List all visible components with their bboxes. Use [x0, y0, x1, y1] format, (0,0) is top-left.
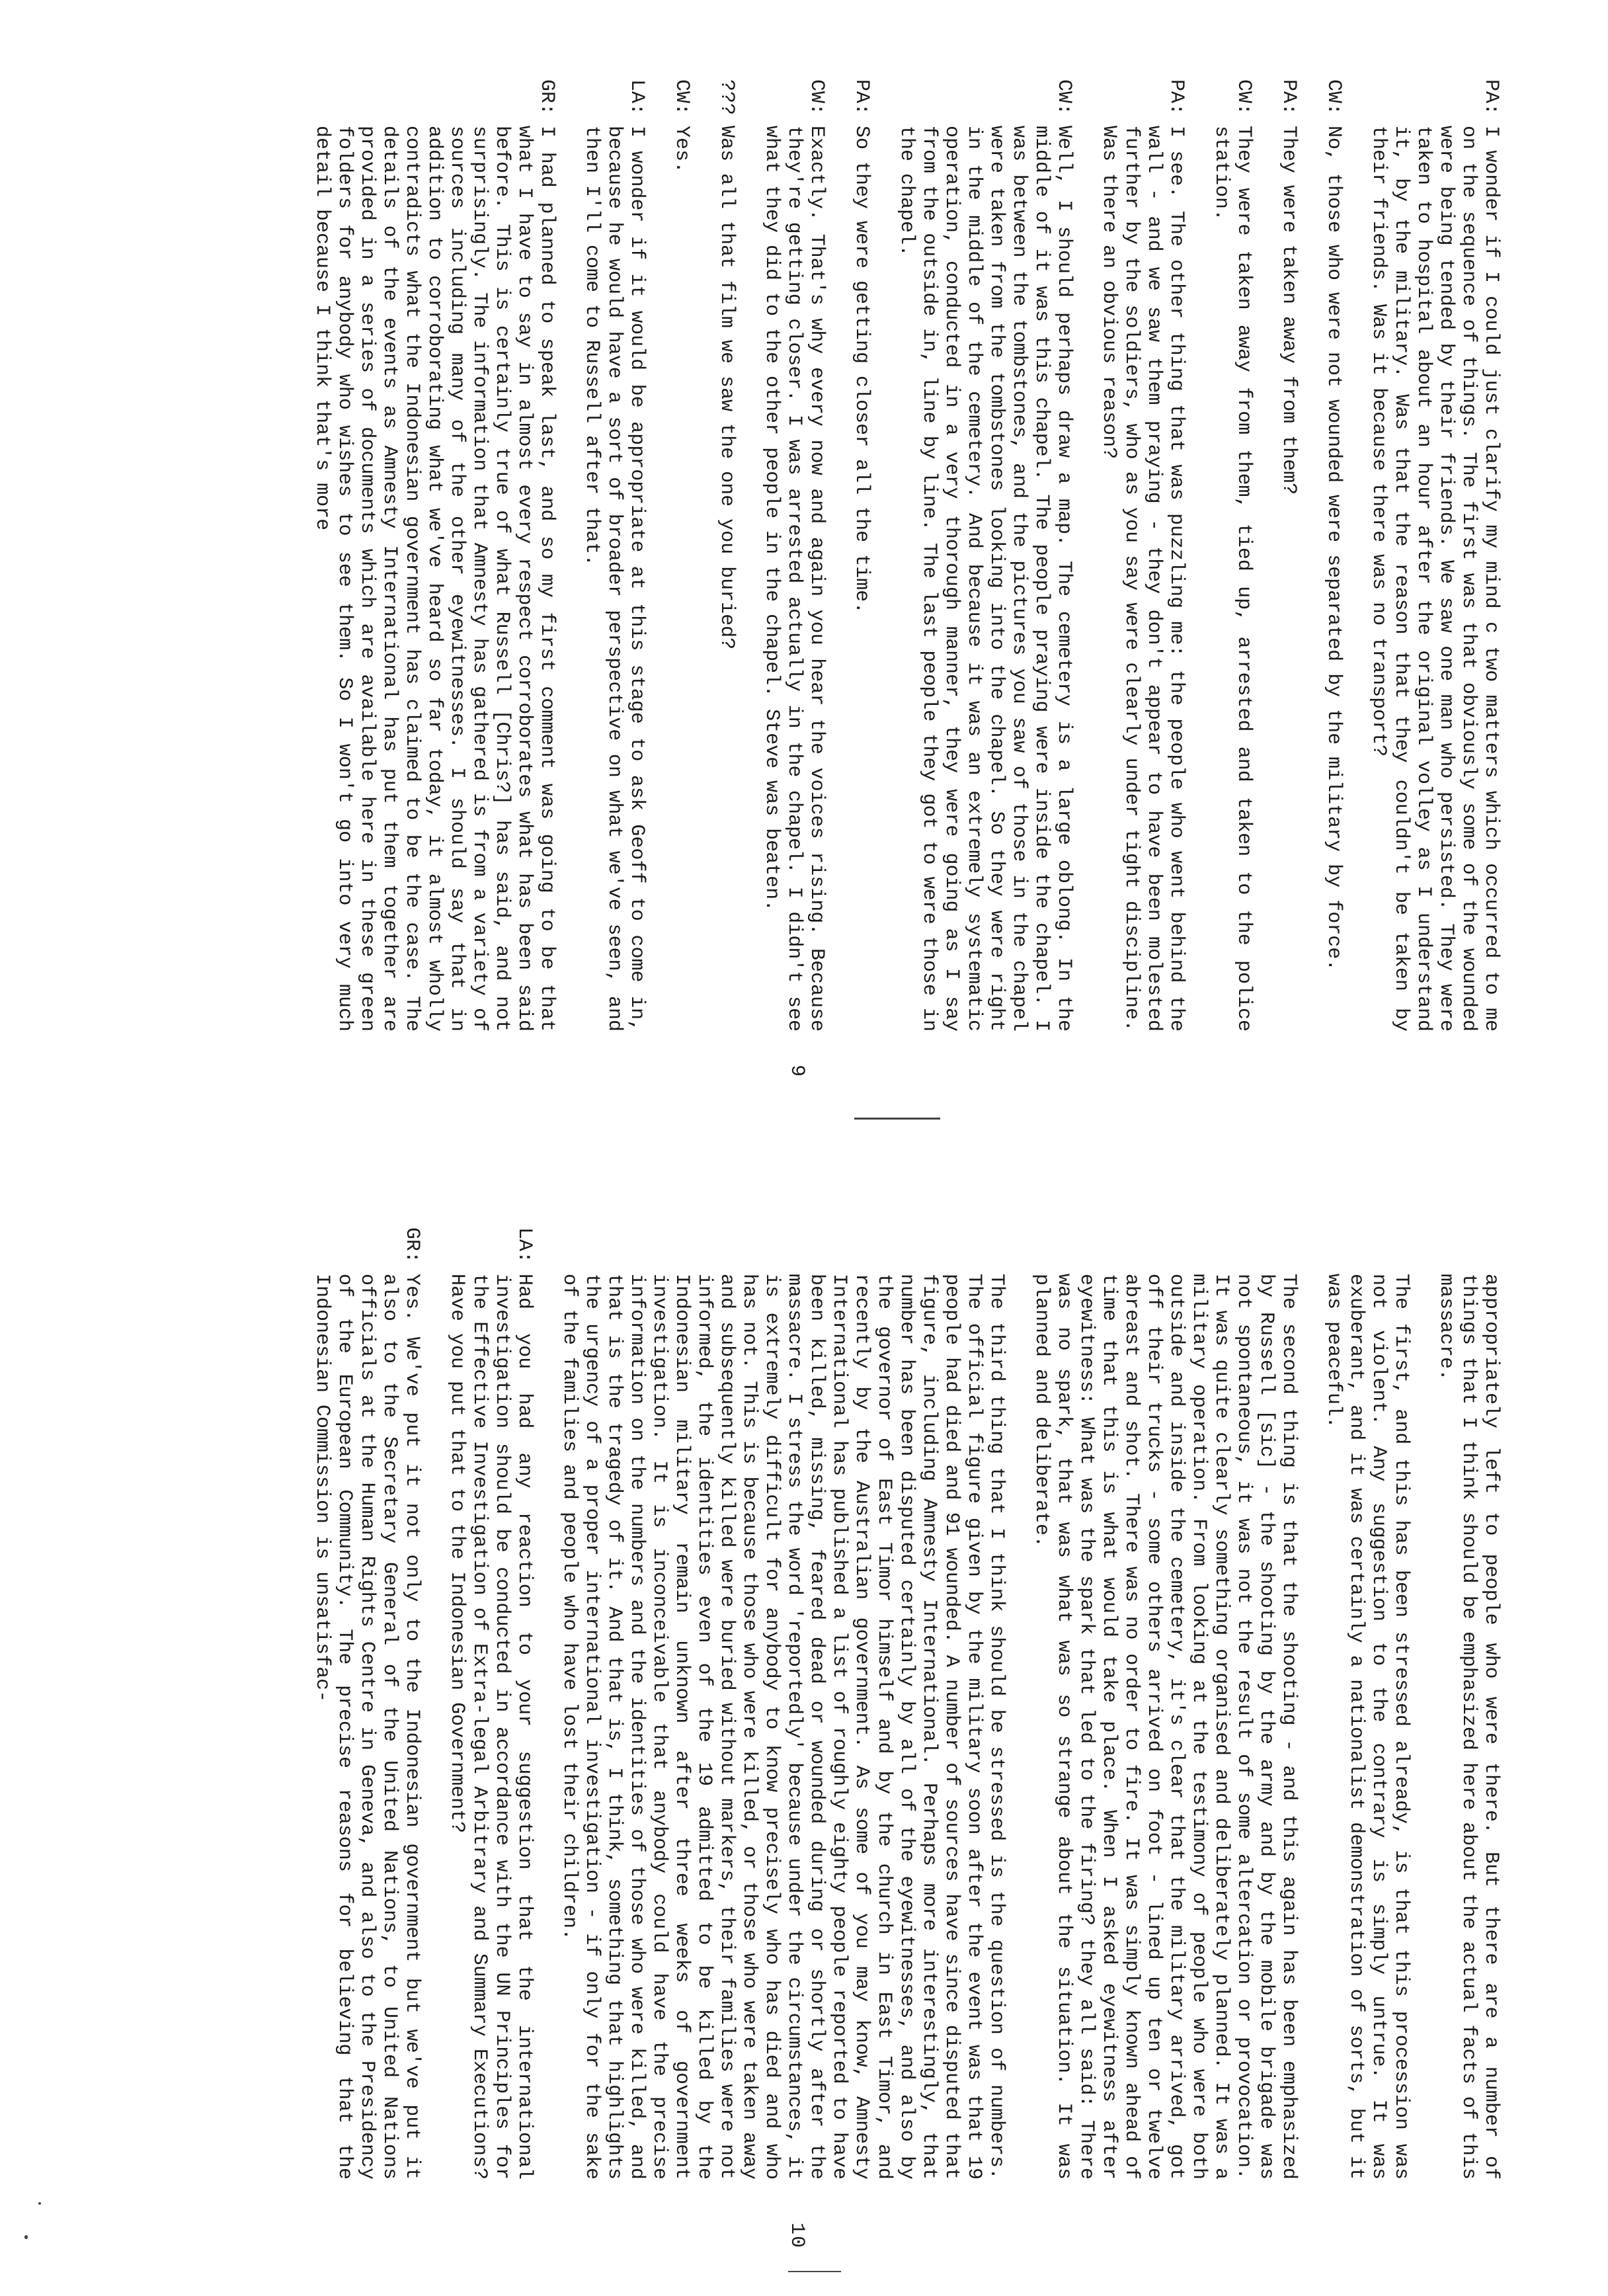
- transcript: [288, 1227, 1502, 2180]
- speaker-label: GR:: [401, 1227, 423, 1264]
- right-page: [0, 1148, 1608, 2296]
- scan-speck: [24, 2235, 28, 2239]
- speaker-label: CW:: [1053, 79, 1075, 116]
- speech-paragraph: No, those who were not wounded were separated by the military by force.: [1322, 126, 1345, 971]
- speaker-label: ???: [715, 79, 738, 116]
- body-paragraph: The first, and this has been stressed already, is that this procession was not violent. Any suggestion to the contrary is simply untrue. It was exuberant, and it was certainly a nationalist demonstration of sorts, but it was peaceful.: [1322, 1274, 1412, 2180]
- transcript-entry: [850, 79, 873, 1032]
- transcript-entry: [1322, 79, 1345, 1032]
- speech-text: [311, 1274, 423, 2180]
- speech-text: [715, 126, 738, 1032]
- transcript-entry: [311, 79, 558, 1032]
- speaker-label: CW:: [805, 79, 828, 116]
- transcript-entry: [760, 79, 828, 1032]
- speaker-label: LA:: [513, 1227, 536, 1264]
- speech-text: [1322, 126, 1345, 1032]
- transcript-entry: [1098, 79, 1187, 1032]
- transcript-entry: [1367, 79, 1502, 1032]
- speech-text: [1210, 126, 1255, 1032]
- speech-paragraph: They were taken away from them, tied up, arrested and taken to the police station.: [1210, 126, 1255, 1032]
- speech-paragraph: I wonder if I could just clarify my mind c two matters which occurred to me on the sequence of things. The first was that obviously some of the wounded were being tended by their friends. We saw one man who persisted. They were taken to hospital about an hour after the original volley as I understand it, by the military. Was that the reason that they couldn't be taken by their friends. Was it because there was no transport?: [1367, 126, 1502, 1032]
- speech-text: [895, 126, 1075, 1032]
- speech-text: [1277, 126, 1300, 1032]
- transcript-entry: [895, 79, 1075, 1032]
- speech-text: [581, 126, 648, 1032]
- transcript-entry: [446, 1227, 536, 2180]
- speech-paragraph: So they were getting closer all the time.: [850, 126, 873, 614]
- page-number: 10: [785, 2223, 808, 2250]
- speaker-label: PA:: [1277, 79, 1300, 116]
- speech-paragraph: Yes. We've put it not only to the Indonesian government but we've put it also to the Secretary General of the United Nations, to United Nations officials at the Human Rights Centre in Geneva, and also to the Presidency of the European Community. The precise reasons for believing that the Indonesian Commission is unsatisfac-: [311, 1274, 423, 2180]
- speech-text: [850, 126, 873, 1032]
- scan-mark: [788, 2271, 841, 2272]
- speech-text: [311, 126, 558, 1032]
- speech-paragraph: They were taken away from them?: [1277, 126, 1300, 495]
- transcript-entry: [1277, 79, 1300, 1032]
- speech-paragraph: Well, I should perhaps draw a map. The cemetery is a large oblong. In the middle of it was this chapel. The people praying were inside the chapel. I was between the tombstones, and the pictures you saw of those in the chapel were taken from the tombstones looking into the chapel. So they were right in the middle of the cemetery. And because it was an extremely systematic operation, conducted in a very thorough manner, they were going as I say from the outside in, line by line. The last people they got to were those in the chapel.: [895, 126, 1075, 1032]
- speech-paragraph: I wonder if it would be appropriate at this stage to ask Geoff to come in, because he would have a sort of broader perspective on what we've seen, and then I'll come to Russell after that.: [581, 126, 648, 1032]
- speaker-label: GR:: [536, 79, 558, 116]
- speaker-label: CW:: [1232, 79, 1255, 116]
- speech-text: [446, 1274, 536, 2180]
- speaker-label: CW:: [670, 79, 693, 116]
- body-paragraph: The third thing that I think should be stressed is the question of numbers. The official figure given by the military soon after the event was that 19 people had died and 91 wounded. A number of sources have since disputed that figure, including Amnesty International. Perhaps more interestingly, that number has been disputed certainly by all of the eyewitnesses, and also by the governor of East Timor himself and by the church in East Timor, and recently by the Australian government. As some of you may know, Amnesty International has published a list of roughly eighty people reported to have been killed, missing, feared dead or wounded during or shortly after the massacre. I stress the word 'reportedly' because under the circumstances, it is extremely difficult for anybody to know precisely who has died and who has not. This is because those who were killed, or those who were taken away and subsequently killed were buried without markers, their families were not informed, the identities even of the 19 admitted to be killed by the Indonesian military remain unknown after three weeks of government investigation. It is inconceivable that anybody could have the precise information on the numbers and the identities of those who were killed, and that is the tragedy of it. And that is, I think, something that highlights the urgency of a proper international investigation - if only for the sake of the families and people who have lost their children.: [558, 1274, 1008, 2180]
- transcript-entry: [1210, 79, 1255, 1032]
- continuation-paragraph: appropriately left to people who were there. But there are a number of things that I think should be emphasized here about the actual facts of this massacre.: [1435, 1274, 1502, 2180]
- speech-paragraph: I had planned to speak last, and so my first comment was going to be that what I have to say in almost every respect corroborates what has been said before. This is certainly true of what Russell [Chris?] has said, and not surprisingly. The information that Amnesty has gathered is from a variety of sources including many of the other eyewitnesses. I should say that in addition to corroborating what we've heard so far today, it almost wholly contradicts what the Indonesian government has claimed to be the case. The details of the events as Amnesty International has put them together are provided in a series of documents which are available here in these green folders for anybody who wishes to see them. So I won't go into very much detail because I think that's more: [311, 126, 558, 1032]
- transcript-entry: [715, 79, 738, 1032]
- speech-paragraph: Was all that film we saw the one you buried?: [715, 126, 738, 650]
- transcript-entry: [670, 79, 693, 1032]
- speech-paragraph: I see. The other thing that was puzzling me: the people who went behind the wall - and we saw them praying - they don't appear to have been molested further by the soldiers, who as you say were clearly under tight discipline. Was there an obvious reason?: [1098, 126, 1187, 1032]
- speaker-entries: [311, 1227, 536, 2180]
- transcript-entry: [311, 1227, 423, 2180]
- speaker-label: PA:: [1165, 79, 1187, 116]
- body-paragraph: The second thing is that the shooting - and this again has been emphasized by Russell [sic] - the shooting by the army and by the mobile brigade was not spontaneous, it was not the result of some altercation or provocation. It was quite clearly something organised and deliberately planned. It was a military operation. From looking at the testimony of people who were both outside and inside the cemetery, it's clear that the military arrived, got off their trucks - some others arrived on foot - lined up ten or twelve abreast and shot. There was no order to fire. It was simply known ahead of time that this is what would take place. When I asked eyewitness after eyewitness: What was the spark that led to the firing? they all said: There was no spark, that was what was so strange about the situation. It was planned and deliberate.: [1030, 1274, 1300, 2180]
- speaker-label: PA:: [1480, 79, 1502, 116]
- scan-speck: [38, 2202, 41, 2205]
- speaker-label: PA:: [850, 79, 873, 116]
- speaker-label: LA:: [625, 79, 648, 116]
- speech-text: [760, 126, 828, 1032]
- speaker-label: CW:: [1322, 79, 1345, 116]
- speech-paragraph: Exactly. That's why every now and again you hear the voices rising. Because they're getting closer. I was arrested actually in the chapel. I didn't see what they did to the other people in the chapel. Steve was beaten.: [760, 126, 828, 1032]
- speech-paragraph: Had you had any reaction to your suggestion that the international investigation should be conducted in accordance with the UN Principles for the Effective Investigation of Extra-legal Arbitrary and Summary Executions? Have you put that to the Indonesian Government?: [446, 1274, 536, 2180]
- page-number: 9: [785, 1065, 808, 1079]
- continuation-block: [558, 1274, 1412, 2180]
- speech-text: [670, 126, 693, 1032]
- speech-text: [1098, 126, 1187, 1032]
- scan-mark: [854, 1118, 940, 1120]
- speech-paragraph: Yes.: [670, 126, 693, 174]
- transcript: [288, 79, 1502, 1032]
- transcript-entry: [581, 79, 648, 1032]
- speech-text: [1367, 126, 1502, 1032]
